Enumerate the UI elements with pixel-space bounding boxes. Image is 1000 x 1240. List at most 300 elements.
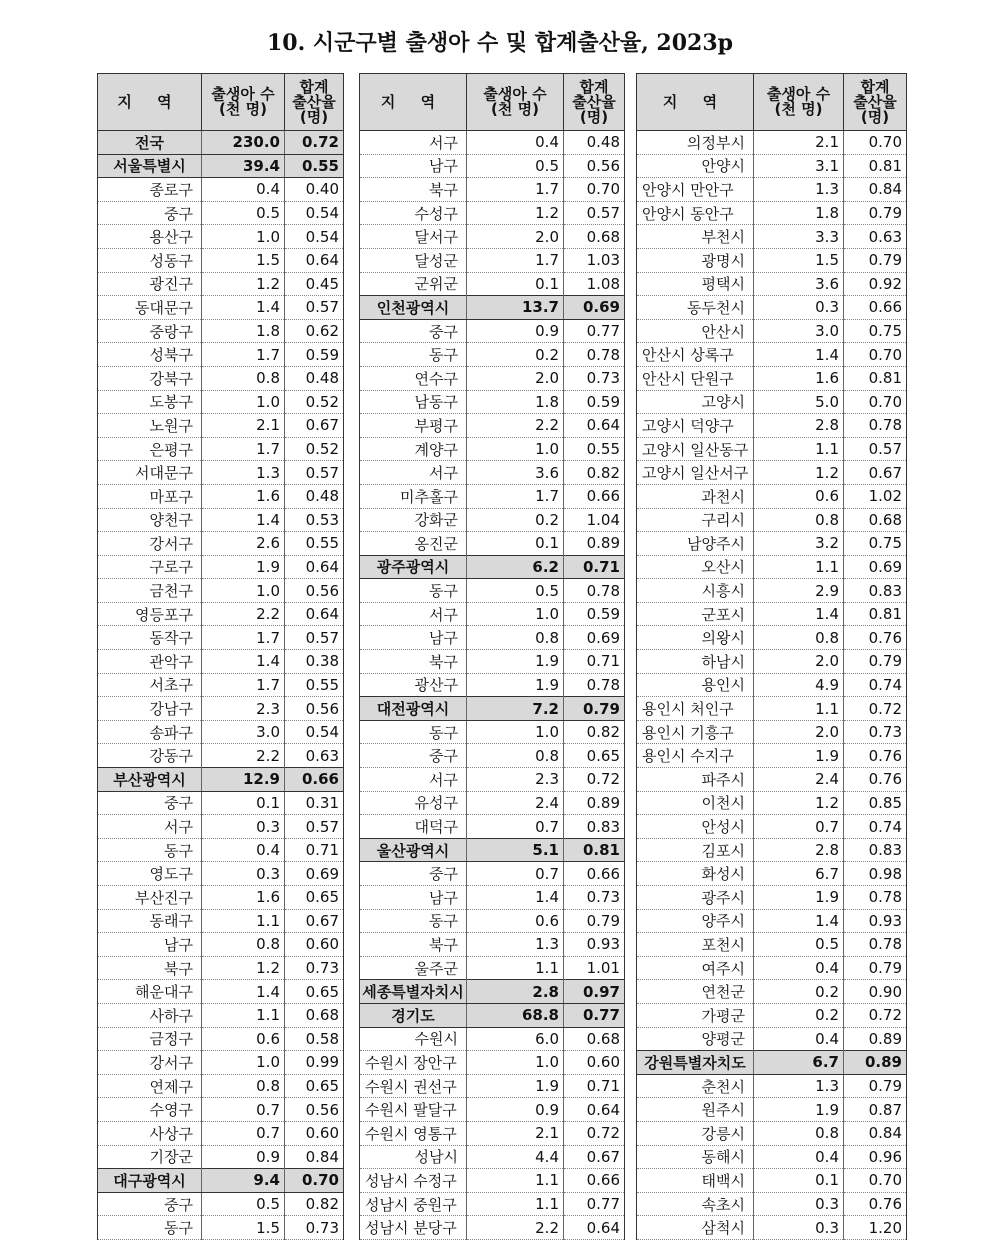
header-region: 지 역 (98, 74, 202, 131)
tfr-cell: 0.67 (285, 909, 344, 933)
births-cell: 2.3 (202, 697, 285, 721)
table-row (98, 697, 344, 721)
tfr-cell: 0.64 (564, 1216, 625, 1240)
table-row (360, 933, 625, 957)
table-row (637, 673, 907, 697)
tfr-cell: 0.73 (285, 956, 344, 980)
region-cell: 용인시 처인구 (637, 697, 754, 721)
region-cell: 양주시 (637, 909, 754, 933)
region-cell: 강릉시 (637, 1121, 754, 1145)
region-cell: 송파구 (98, 720, 202, 744)
tfr-cell: 0.82 (564, 720, 625, 744)
region-cell: 용인시 (637, 673, 754, 697)
header-tfr-unit: (명) (579, 107, 609, 126)
tfr-cell: 0.60 (285, 1121, 344, 1145)
tfr-cell: 0.83 (844, 579, 907, 603)
births-cell: 2.8 (467, 980, 564, 1004)
table-row-total (637, 1051, 907, 1075)
table-row (98, 838, 344, 862)
tfr-cell: 0.66 (285, 768, 344, 792)
header-region: 지 역 (360, 74, 467, 131)
region-cell: 강원특별자치도 (637, 1051, 754, 1075)
tfr-cell: 0.66 (564, 862, 625, 886)
births-cell: 68.8 (467, 1003, 564, 1027)
births-cell: 1.4 (202, 296, 285, 320)
region-cell: 대구광역시 (98, 1169, 202, 1193)
region-cell: 가평군 (637, 1003, 754, 1027)
births-cell: 2.4 (467, 791, 564, 815)
tfr-cell: 0.40 (285, 178, 344, 202)
tfr-cell: 0.48 (285, 484, 344, 508)
table-row (360, 768, 625, 792)
births-cell: 0.3 (202, 815, 285, 839)
table-row (360, 791, 625, 815)
births-cell: 1.4 (754, 602, 844, 626)
births-cell: 2.0 (754, 650, 844, 674)
table-row (360, 1169, 625, 1193)
region-cell: 성북구 (98, 343, 202, 367)
region-cell: 고양시 (637, 390, 754, 414)
births-cell: 1.9 (467, 1074, 564, 1098)
region-cell: 수원시 (360, 1027, 467, 1051)
births-cell: 4.9 (754, 673, 844, 697)
tfr-cell: 0.81 (844, 366, 907, 390)
header-tfr-label-2: 출산율 (292, 92, 336, 111)
births-cell: 2.2 (467, 1216, 564, 1240)
births-cell: 3.6 (467, 461, 564, 485)
table-row (637, 886, 907, 910)
births-cell: 1.5 (202, 248, 285, 272)
header-tfr-label-2: 출산율 (572, 92, 616, 111)
births-cell: 1.0 (202, 579, 285, 603)
region-cell: 중구 (360, 744, 467, 768)
region-cell: 의정부시 (637, 131, 754, 155)
region-cell: 수원시 권선구 (360, 1074, 467, 1098)
region-cell: 광주광역시 (360, 555, 467, 579)
table-row (98, 815, 344, 839)
births-cell: 1.7 (467, 248, 564, 272)
table-row (98, 272, 344, 296)
tfr-cell: 0.79 (844, 956, 907, 980)
table-row (637, 1216, 907, 1240)
births-cell: 6.7 (754, 1051, 844, 1075)
tfr-cell: 0.70 (844, 390, 907, 414)
table-row (360, 225, 625, 249)
table-row (637, 1003, 907, 1027)
table-row (360, 579, 625, 603)
tfr-cell: 0.52 (285, 390, 344, 414)
region-cell: 춘천시 (637, 1074, 754, 1098)
region-cell: 중구 (98, 1192, 202, 1216)
tfr-cell: 0.72 (844, 1003, 907, 1027)
table-row (637, 437, 907, 461)
table-row (360, 815, 625, 839)
table-row (98, 248, 344, 272)
tfr-cell: 0.55 (285, 673, 344, 697)
tfr-cell: 0.73 (564, 886, 625, 910)
region-cell: 해운대구 (98, 980, 202, 1004)
births-cell: 2.8 (754, 838, 844, 862)
births-cell: 1.4 (467, 886, 564, 910)
table-row (360, 744, 625, 768)
region-cell: 동구 (360, 909, 467, 933)
region-cell: 속초시 (637, 1192, 754, 1216)
table-row (637, 626, 907, 650)
births-cell: 1.0 (202, 225, 285, 249)
header-births (467, 74, 564, 131)
region-cell: 오산시 (637, 555, 754, 579)
region-cell: 영등포구 (98, 602, 202, 626)
births-cell: 1.8 (467, 390, 564, 414)
table-row (98, 744, 344, 768)
table-row (637, 296, 907, 320)
tfr-cell: 0.81 (844, 602, 907, 626)
births-cell: 1.2 (202, 272, 285, 296)
tfr-cell: 0.57 (285, 626, 344, 650)
table-row (637, 815, 907, 839)
header-tfr-label-1: 합계 (299, 77, 329, 96)
tfr-cell: 0.70 (844, 343, 907, 367)
table-row (637, 697, 907, 721)
table-row (98, 201, 344, 225)
table-row (98, 1145, 344, 1169)
tfr-cell: 0.55 (564, 437, 625, 461)
births-cell: 0.4 (754, 956, 844, 980)
births-cell: 1.2 (467, 201, 564, 225)
tfr-cell: 0.75 (844, 319, 907, 343)
tfr-cell: 0.83 (844, 838, 907, 862)
table-row-total (360, 838, 625, 862)
region-cell: 안산시 단원구 (637, 366, 754, 390)
births-cell: 1.1 (754, 697, 844, 721)
table-row (360, 1027, 625, 1051)
table-row (637, 909, 907, 933)
births-cell: 5.0 (754, 390, 844, 414)
table-row (98, 980, 344, 1004)
table-row (98, 414, 344, 438)
tfr-cell: 0.84 (285, 1145, 344, 1169)
region-cell: 안양시 동안구 (637, 201, 754, 225)
tfr-cell: 0.66 (564, 1169, 625, 1193)
births-cell: 1.8 (202, 319, 285, 343)
tfr-cell: 0.89 (564, 791, 625, 815)
region-cell: 부산진구 (98, 886, 202, 910)
table-row (637, 650, 907, 674)
table-row (98, 1074, 344, 1098)
table-row (98, 673, 344, 697)
region-cell: 광산구 (360, 673, 467, 697)
table-row (637, 319, 907, 343)
table-row (98, 508, 344, 532)
header-tfr-label-2: 출산율 (853, 92, 897, 111)
births-cell: 0.8 (754, 626, 844, 650)
tfr-cell: 0.63 (844, 225, 907, 249)
header-births-label: 출생아 수 (483, 85, 547, 103)
tfr-cell: 0.64 (285, 555, 344, 579)
births-cell: 2.2 (202, 744, 285, 768)
births-cell: 1.9 (467, 673, 564, 697)
table-row (360, 650, 625, 674)
region-cell: 여주시 (637, 956, 754, 980)
tfr-cell: 1.03 (564, 248, 625, 272)
tfr-cell: 0.76 (844, 626, 907, 650)
births-cell: 0.7 (467, 815, 564, 839)
tfr-cell: 0.96 (844, 1145, 907, 1169)
table-row (637, 131, 907, 155)
region-cell: 안양시 (637, 154, 754, 178)
table-row (360, 532, 625, 556)
births-cell: 2.1 (202, 414, 285, 438)
region-cell: 동구 (360, 579, 467, 603)
region-cell: 서구 (360, 602, 467, 626)
tfr-cell: 0.54 (285, 720, 344, 744)
tfr-cell: 0.79 (564, 697, 625, 721)
table-row-total (360, 1003, 625, 1027)
table-row (98, 178, 344, 202)
region-cell: 태백시 (637, 1169, 754, 1193)
tfr-cell: 1.02 (844, 484, 907, 508)
table-row (98, 1216, 344, 1240)
tfr-cell: 0.82 (285, 1192, 344, 1216)
tfr-cell: 0.64 (285, 248, 344, 272)
region-cell: 안산시 (637, 319, 754, 343)
table-row (637, 532, 907, 556)
region-cell: 동해시 (637, 1145, 754, 1169)
births-cell: 0.5 (467, 154, 564, 178)
table-row (360, 1074, 625, 1098)
tfr-cell: 0.56 (285, 697, 344, 721)
tfr-cell: 0.73 (285, 1216, 344, 1240)
table-row (637, 201, 907, 225)
births-cell: 1.6 (202, 484, 285, 508)
tfr-cell: 0.48 (285, 366, 344, 390)
table-row (360, 956, 625, 980)
table-row (98, 343, 344, 367)
header-births-unit: (천 명) (774, 100, 823, 118)
births-cell: 1.7 (467, 484, 564, 508)
births-cell: 0.8 (202, 366, 285, 390)
births-cell: 3.6 (754, 272, 844, 296)
tfr-cell: 0.57 (564, 201, 625, 225)
table-row (360, 886, 625, 910)
births-cell: 0.4 (754, 1027, 844, 1051)
births-cell: 1.0 (467, 437, 564, 461)
region-cell: 울산광역시 (360, 838, 467, 862)
tfr-cell: 0.77 (564, 319, 625, 343)
table-body (360, 131, 625, 1240)
births-cell: 0.8 (202, 1074, 285, 1098)
region-cell: 부평구 (360, 414, 467, 438)
table-row-total (360, 555, 625, 579)
tfr-cell: 0.70 (844, 1169, 907, 1193)
table-row (360, 1192, 625, 1216)
births-cell: 3.0 (754, 319, 844, 343)
births-cell: 7.2 (467, 697, 564, 721)
region-cell: 남구 (98, 933, 202, 957)
table-row (637, 461, 907, 485)
table-row (98, 366, 344, 390)
table-row (360, 248, 625, 272)
region-cell: 기장군 (98, 1145, 202, 1169)
tfr-cell: 0.56 (285, 1098, 344, 1122)
table-row (360, 1051, 625, 1075)
tfr-cell: 0.78 (564, 343, 625, 367)
region-cell: 강북구 (98, 366, 202, 390)
births-cell: 0.3 (202, 862, 285, 886)
region-cell: 성남시 중원구 (360, 1192, 467, 1216)
tfr-cell: 0.89 (564, 532, 625, 556)
table-row (98, 437, 344, 461)
tfr-cell: 0.77 (564, 1192, 625, 1216)
region-cell: 달서구 (360, 225, 467, 249)
tfr-cell: 0.78 (844, 933, 907, 957)
tfr-cell: 0.69 (285, 862, 344, 886)
table-row (637, 272, 907, 296)
births-cell: 1.9 (754, 886, 844, 910)
tfr-cell: 0.81 (564, 838, 625, 862)
births-cell: 0.7 (754, 815, 844, 839)
header-tfr-label-1: 합계 (579, 77, 609, 96)
births-cell: 6.0 (467, 1027, 564, 1051)
births-cell: 5.1 (467, 838, 564, 862)
tfr-cell: 0.58 (285, 1027, 344, 1051)
births-cell: 0.8 (754, 1121, 844, 1145)
region-cell: 동래구 (98, 909, 202, 933)
header-tfr-unit: (명) (860, 107, 890, 126)
region-cell: 경기도 (360, 1003, 467, 1027)
tfr-cell: 0.31 (285, 791, 344, 815)
tfr-cell: 0.71 (564, 1074, 625, 1098)
tfr-cell: 0.68 (564, 225, 625, 249)
region-cell: 고양시 덕양구 (637, 414, 754, 438)
tfr-cell: 0.84 (844, 178, 907, 202)
region-cell: 중구 (98, 791, 202, 815)
region-cell: 광진구 (98, 272, 202, 296)
births-cell: 13.7 (467, 296, 564, 320)
births-cell: 0.9 (202, 1145, 285, 1169)
table-body (98, 131, 344, 1240)
births-cell: 2.3 (467, 768, 564, 792)
tfr-cell: 0.78 (844, 886, 907, 910)
region-cell: 동구 (98, 838, 202, 862)
table-row (360, 178, 625, 202)
births-cell: 2.8 (754, 414, 844, 438)
table-row (637, 768, 907, 792)
tfr-cell: 0.99 (285, 1051, 344, 1075)
tfr-cell: 0.70 (564, 178, 625, 202)
tfr-cell: 0.69 (564, 296, 625, 320)
region-cell: 용산구 (98, 225, 202, 249)
region-cell: 포천시 (637, 933, 754, 957)
region-cell: 서초구 (98, 673, 202, 697)
births-cell: 1.9 (754, 744, 844, 768)
births-cell: 1.7 (202, 673, 285, 697)
region-cell: 수원시 영통구 (360, 1121, 467, 1145)
region-cell: 마포구 (98, 484, 202, 508)
table-row (98, 555, 344, 579)
region-cell: 대전광역시 (360, 697, 467, 721)
tfr-cell: 0.57 (285, 296, 344, 320)
region-cell: 광주시 (637, 886, 754, 910)
table-row (360, 319, 625, 343)
births-cell: 3.2 (754, 532, 844, 556)
table-row (98, 1098, 344, 1122)
region-cell: 과천시 (637, 484, 754, 508)
table-row (637, 555, 907, 579)
tfr-cell: 0.69 (844, 555, 907, 579)
tfr-cell: 0.76 (844, 768, 907, 792)
tfr-cell: 0.74 (844, 673, 907, 697)
region-cell: 동구 (360, 343, 467, 367)
births-cell: 3.0 (202, 720, 285, 744)
table-row-total (360, 697, 625, 721)
tfr-cell: 0.72 (285, 131, 344, 155)
tfr-cell: 0.79 (844, 201, 907, 225)
header-tfr-unit: (명) (299, 107, 329, 126)
births-cell: 2.1 (754, 131, 844, 155)
region-cell: 용인시 기흥구 (637, 720, 754, 744)
region-cell: 구리시 (637, 508, 754, 532)
births-cell: 2.0 (754, 720, 844, 744)
table-row (98, 579, 344, 603)
table-row (637, 956, 907, 980)
tfr-cell: 0.77 (564, 1003, 625, 1027)
region-cell: 동두천시 (637, 296, 754, 320)
tfr-cell: 0.89 (844, 1051, 907, 1075)
tfr-cell: 0.65 (564, 744, 625, 768)
table-row (98, 296, 344, 320)
region-cell: 중구 (360, 862, 467, 886)
tfr-cell: 0.83 (564, 815, 625, 839)
region-cell: 남구 (360, 886, 467, 910)
tfr-cell: 0.93 (564, 933, 625, 957)
tfr-cell: 0.72 (844, 697, 907, 721)
tfr-cell: 0.64 (564, 414, 625, 438)
table-row-total (98, 768, 344, 792)
table-row (637, 366, 907, 390)
header-births-unit: (천 명) (491, 100, 539, 118)
births-cell: 0.5 (754, 933, 844, 957)
table-row (360, 508, 625, 532)
region-cell: 남구 (360, 154, 467, 178)
births-cell: 230.0 (202, 131, 285, 155)
births-cell: 1.4 (202, 980, 285, 1004)
tfr-cell: 1.01 (564, 956, 625, 980)
region-cell: 전국 (98, 131, 202, 155)
table-row (637, 744, 907, 768)
tfr-cell: 0.76 (844, 1192, 907, 1216)
table-row (637, 1098, 907, 1122)
table-row (360, 1098, 625, 1122)
births-cell: 1.0 (202, 390, 285, 414)
tfr-cell: 0.90 (844, 980, 907, 1004)
tfr-cell: 0.67 (564, 1145, 625, 1169)
region-cell: 북구 (360, 650, 467, 674)
births-cell: 0.8 (467, 626, 564, 650)
tfr-cell: 0.59 (564, 390, 625, 414)
region-cell: 동작구 (98, 626, 202, 650)
tfr-cell: 0.60 (285, 933, 344, 957)
births-cell: 0.7 (202, 1121, 285, 1145)
table-row (360, 343, 625, 367)
tfr-cell: 0.53 (285, 508, 344, 532)
region-cell: 양평군 (637, 1027, 754, 1051)
region-cell: 군포시 (637, 602, 754, 626)
table-row (637, 414, 907, 438)
region-cell: 중구 (360, 319, 467, 343)
tfr-cell: 0.38 (285, 650, 344, 674)
table-row (98, 532, 344, 556)
